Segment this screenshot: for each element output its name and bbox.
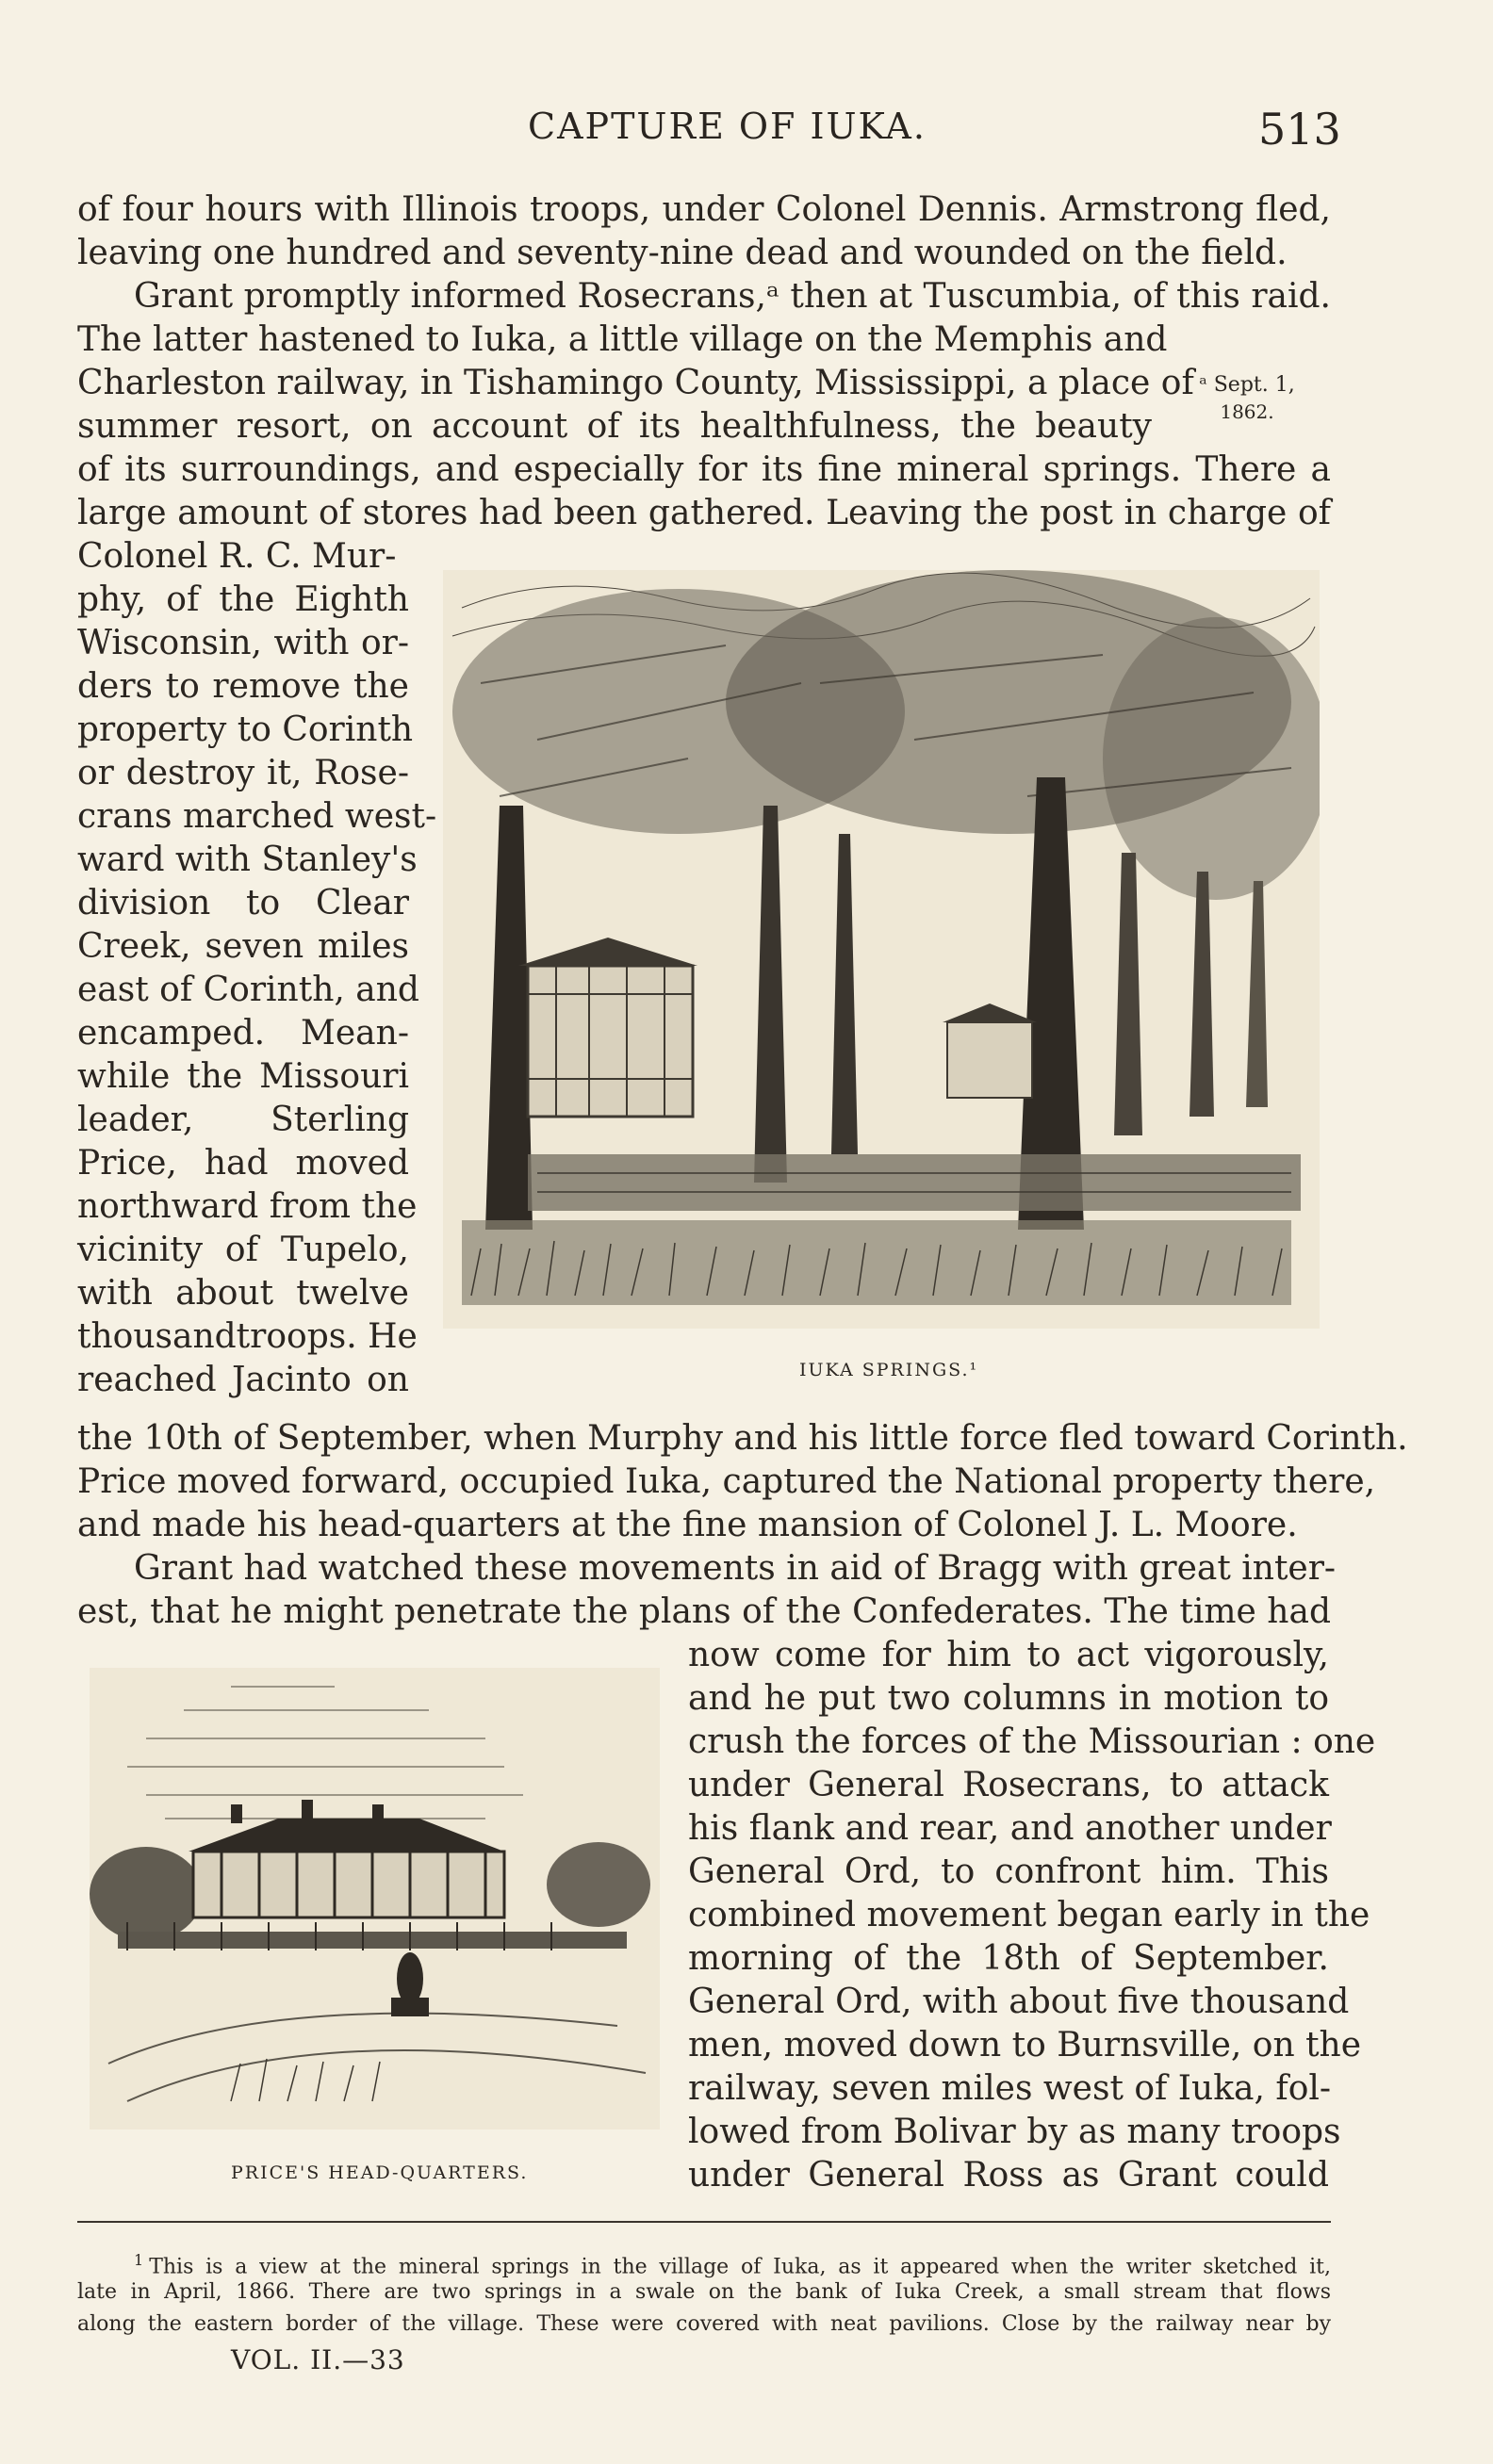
body-line: crush the forces of the Missourian : one [688,1722,1376,1761]
volume-signature: VOL. II.—33 [231,2344,405,2375]
margin-year: 1862. [1220,400,1274,423]
body-line: thousandtroops. He [77,1317,418,1356]
body-line: leader, Sterling [77,1101,409,1139]
body-line: morning of the 18th of September. [688,1939,1329,1978]
body-line: General Ord, to confront him. This [688,1852,1329,1891]
page-number: 513 [1258,104,1341,155]
body-line: ward with Stanley's [77,840,418,879]
body-line: or destroy it, Rose- [77,754,409,792]
body-line: under General Ross as Grant could [688,2156,1329,2195]
footnote-rule [77,2221,1331,2223]
body-line: property to Corinth [77,710,414,749]
body-line: and made his head-quarters at the fine mansion of Colonel J. L. Moore. [77,1506,1298,1544]
body-line: of four hours with Illinois troops, under Colonel Dennis. Armstrong fled, [77,190,1331,229]
body-line: combined movement began early in the [688,1896,1370,1934]
body-line: large amount of stores had been gathered. Leaving the post in charge of [77,494,1331,532]
body-line: leaving one hundred and seventy-nine dead and wounded on the field. [77,234,1288,272]
body-line: men, moved down to Burnsville, on the [688,2026,1362,2064]
body-line: Price, had moved [77,1144,409,1183]
body-line: under General Rosecrans, to attack [688,1766,1329,1804]
margin-date: ᵃ Sept. 1, [1199,373,1295,397]
body-line: the 10th of September, when Murphy and his little force fled toward Corinth. [77,1419,1408,1458]
body-line: lowed from Bolivar by as many troops [688,2113,1341,2151]
body-line: of its surroundings, and especially for its fine mineral springs. There a [77,450,1331,489]
body-line: while the Missouri [77,1057,409,1096]
body-line: ders to remove the [77,667,409,706]
body-line: division to Clear [77,884,409,922]
body-line: crans marched west- [77,797,437,836]
body-line: The latter hastened to Iuka, a little village on the Memphis and [77,320,1168,359]
body-line: and he put two columns in motion to [688,1679,1329,1718]
body-line: Wisconsin, with or- [77,624,409,662]
body-line: reached Jacinto on [77,1361,409,1399]
body-line: Price moved forward, occupied Iuka, captured the National property there, [77,1462,1376,1501]
body-line: Colonel R. C. Mur- [77,537,397,576]
prices-headquarters-caption: PRICE'S HEAD-QUARTERS. [231,2162,529,2183]
body-line: railway, seven miles west of Iuka, fol- [688,2069,1332,2108]
body-line: Grant promptly informed Rosecrans,ᵃ then at Tuscumbia, of this raid. [134,277,1331,316]
body-line: his flank and rear, and another under [688,1809,1332,1848]
body-line: summer resort, on account of its healthfulness, the beauty [77,407,1152,446]
prices-headquarters-engraving [90,1668,660,2129]
iuka-springs-caption: IUKA SPRINGS.¹ [799,1360,979,1380]
iuka-springs-engraving [443,570,1320,1329]
body-line: est, that he might penetrate the plans of the Confederates. The time had [77,1592,1331,1631]
body-line: Charleston railway, in Tishamingo County, Mississippi, a place of [77,364,1194,402]
body-line: east of Corinth, and [77,971,419,1009]
body-line: General Ord, with about five thousand [688,1983,1350,2021]
body-line: now come for him to act vigorously, [688,1636,1329,1674]
body-line: with about twelve [77,1274,409,1313]
footnote-line: along the eastern border of the village. These were covered with neat pavilions. Close by the railway near by [77,2312,1331,2336]
footnote-marker: 1 [134,2251,144,2269]
body-line: phy, of the Eighth [77,580,409,619]
body-line: Grant had watched these movements in aid of Bragg with great inter- [134,1549,1337,1588]
body-line: Creek, seven miles [77,927,409,966]
footnote-line: late in April, 1866. There are two springs in a swale on the bank of Iuka Creek, a small stream that flows [77,2280,1331,2304]
running-head: CAPTURE OF IUKA. [528,106,927,147]
body-line: encamped. Mean- [77,1014,409,1053]
body-line: northward from the [77,1187,418,1226]
footnote-text: This is a view at the mineral springs in the village of Iuka, as it appeared when the writer sketched it, [149,2255,1331,2279]
margin-date-note [1186,372,1308,425]
body-line: vicinity of Tupelo, [77,1231,409,1269]
